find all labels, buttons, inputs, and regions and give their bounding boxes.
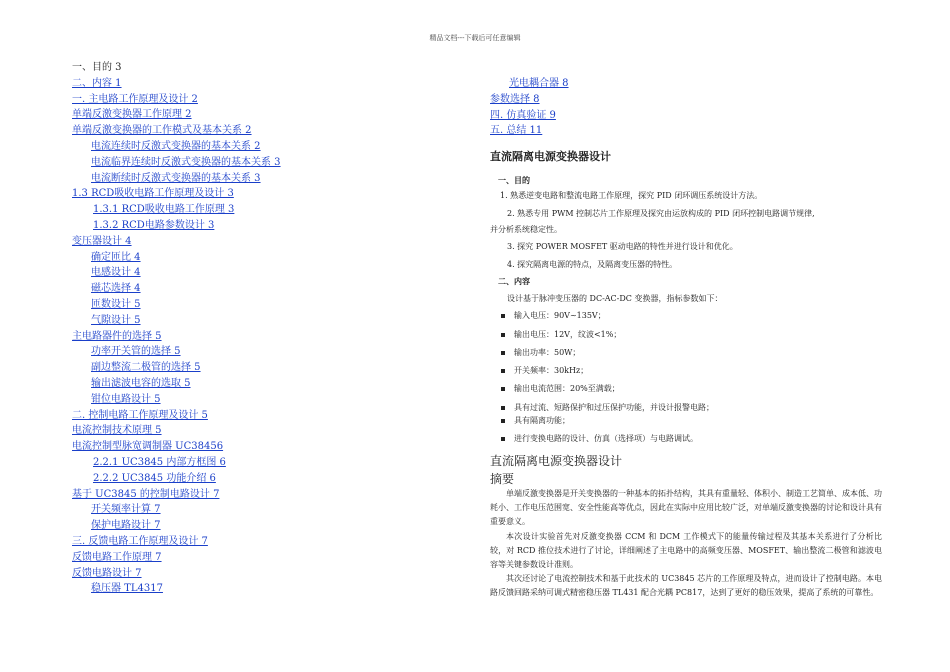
toc-entry[interactable] [72, 329, 402, 345]
toc-link[interactable]: 四. 仿真验证 9 [490, 109, 556, 121]
abstract-paragraph-1: 单端反激变换器是开关变换器的一种基本的拓扑结构，其具有重量轻、体积小、制造工艺简单、成本低、功耗小、工作电压范围宽、安全性能高等优点，因此在实际中应用比较广泛，对单端反激变换器的讨论和设计具有重要意义。 [490, 489, 882, 527]
toc-entry[interactable] [72, 218, 402, 234]
toc-entry[interactable] [72, 376, 402, 392]
toc-link[interactable]: 二. 控制电路工作原理及设计 5 [72, 409, 208, 421]
toc-entry[interactable] [72, 360, 402, 376]
toc-link[interactable]: 2.2.2 UC3845 功能介绍 6 [93, 472, 216, 484]
table-of-contents-left [72, 60, 402, 597]
toc-link[interactable]: 电流控制型脉宽调制器 UC38456 [72, 441, 224, 453]
document-title: 直流隔离电源变换器设计 [490, 150, 611, 163]
abstract-body [490, 487, 882, 601]
toc-link[interactable]: 确定匝比 4 [91, 251, 141, 263]
toc-link[interactable]: 五. 总结 11 [490, 125, 543, 137]
toc-link[interactable]: 磁芯选择 4 [91, 283, 141, 295]
toc-entry[interactable] [72, 502, 402, 518]
toc-link[interactable]: 功率开关管的选择 5 [91, 346, 181, 358]
toc-link[interactable]: 反馈电路工作原理 7 [72, 551, 162, 563]
toc-entry[interactable] [72, 423, 402, 439]
toc-entry[interactable] [72, 186, 402, 202]
toc-link[interactable]: 稳压器 TL4317 [91, 583, 163, 595]
spec-item: 输出电流范围：20%至满载； [501, 383, 620, 394]
toc-entry[interactable] [72, 250, 402, 266]
toc-entry[interactable] [490, 92, 690, 108]
section-objective-title: 一、目的 [498, 175, 530, 185]
spec-item: 具有过流、短路保护和过压保护功能，并设计报警电路； [501, 402, 714, 413]
bullet-square-icon [501, 406, 505, 410]
toc-link[interactable]: 1.3.1 RCD吸收电路工作原理 3 [93, 204, 235, 216]
toc-entry[interactable] [72, 455, 402, 471]
toc-link[interactable]: 基于 UC3845 的控制电路设计 7 [72, 488, 220, 500]
toc-link[interactable]: 1.3.2 RCD电路参数设计 3 [93, 219, 215, 231]
toc-entry[interactable] [72, 344, 402, 360]
objective-line-2b: 并分析系统稳定性。 [490, 225, 562, 234]
objective-line-1: 1. 熟悉逆变电路和整流电路工作原理，探究 PID 闭环调压系统设计方法。 [500, 191, 763, 200]
toc-entry[interactable] [72, 297, 402, 313]
toc-link[interactable]: 电流控制技术原理 5 [72, 425, 162, 437]
objective-line-2: 2. 熟悉专用 PWM 控制芯片工作原理及探究由运放构成的 PID 闭环控制电路调节规律, [507, 209, 815, 218]
toc-entry[interactable] [72, 518, 402, 534]
objective-line-3: 3. 探究 POWER MOSFET 驱动电路的特性并进行设计和优化。 [507, 242, 738, 251]
toc-link[interactable]: 变压器设计 4 [72, 235, 132, 247]
toc-entry[interactable] [72, 439, 402, 455]
objective-line-4: 4. 探究隔离电源的特点，及隔离变压器的特性。 [507, 260, 678, 269]
toc-link[interactable]: 气隙设计 5 [91, 314, 141, 326]
toc-label: 一、目的 3 [72, 62, 122, 73]
toc-entry[interactable] [72, 313, 402, 329]
toc-link[interactable]: 副边整流二极管的选择 5 [91, 362, 201, 374]
section-content-title: 二、内容 [498, 276, 530, 286]
toc-entry[interactable] [72, 392, 402, 408]
toc-entry[interactable] [72, 171, 402, 187]
toc-link[interactable]: 电感设计 4 [91, 267, 141, 279]
toc-link[interactable]: 三. 反馈电路工作原理及设计 7 [72, 535, 208, 547]
toc-entry[interactable] [72, 566, 402, 582]
toc-link[interactable]: 电流临界连续时反激式变换器的基本关系 3 [91, 156, 281, 168]
toc-link[interactable]: 单端反激变换器工作原理 2 [72, 109, 192, 121]
spec-item: 输入电压：90V~135V； [501, 310, 606, 321]
spec-item: 开关频率：30kHz； [501, 365, 588, 376]
abstract-paragraph-2: 本次设计实验首先对反激变换器 CCM 和 DCM 工作模式下的能量传输过程及其基本关系进行了分析比较，对 RCD 推位技术进行了讨论，详细阐述了主电路中的高频变压器、MOSFET、输出整流二极管和滤波电容等关键参数设计准则。 [490, 531, 882, 570]
toc-entry[interactable] [72, 155, 402, 171]
spec-item: 进行变换电路的设计、仿真（选择项）与电路调试。 [501, 433, 698, 444]
toc-entry[interactable] [72, 265, 402, 281]
toc-entry[interactable] [72, 408, 402, 424]
toc-entry[interactable] [72, 123, 402, 139]
toc-link[interactable]: 2.2.1 UC3845 内部方框图 6 [93, 456, 226, 468]
bullet-square-icon [501, 314, 505, 318]
spec-item: 输出电压：12V，纹波<1%； [501, 329, 621, 340]
bullet-square-icon [501, 351, 505, 355]
toc-entry[interactable] [72, 202, 402, 218]
spec-item: 具有隔离功能； [501, 415, 570, 426]
toc-entry[interactable] [490, 108, 690, 124]
bullet-square-icon [501, 419, 505, 423]
content-intro: 设计基于脉冲变压器的 DC-AC-DC 变换器，指标参数如下： [507, 294, 723, 303]
abstract-paragraph-3: 其次还讨论了电流控制技术和基于此技术的 UC3845 芯片的工作原理及特点，进而设计了控制电路。本电路反馈回路采纳可调式精密稳压器 TL431 配合光耦 PC817，达到了更好的稳压效果，提高了系统的可靠性。 [490, 574, 882, 598]
bullet-square-icon [501, 333, 505, 337]
toc-link[interactable]: 二、内容 1 [72, 77, 122, 89]
toc-entry[interactable] [72, 581, 402, 597]
toc-link[interactable]: 匝数设计 5 [91, 298, 141, 310]
toc-link[interactable]: 参数选择 8 [490, 93, 540, 105]
toc-entry[interactable] [72, 471, 402, 487]
toc-link[interactable]: 电流断续时反激式变换器的基本关系 3 [91, 172, 261, 184]
toc-entry[interactable] [490, 123, 690, 139]
toc-entry[interactable] [72, 534, 402, 550]
toc-link[interactable]: 保护电路设计 7 [91, 520, 161, 532]
toc-link[interactable]: 一. 主电路工作原理及设计 2 [72, 93, 198, 105]
bullet-square-icon [501, 369, 505, 373]
toc-link[interactable]: 光电耦合器 8 [509, 78, 569, 89]
toc-link[interactable]: 单端反激变换器的工作模式及基本关系 2 [72, 125, 252, 137]
bullet-square-icon [501, 437, 505, 441]
toc-entry[interactable] [72, 487, 402, 503]
toc-entry[interactable] [490, 76, 690, 92]
toc-entry [72, 60, 402, 76]
table-of-contents-right [490, 76, 690, 139]
toc-entry[interactable] [72, 234, 402, 250]
toc-entry[interactable] [72, 550, 402, 566]
toc-link[interactable]: 主电路器件的选择 5 [72, 330, 162, 342]
toc-link[interactable]: 钳位电路设计 5 [91, 393, 161, 405]
spec-item: 输出功率：50W； [501, 347, 580, 358]
abstract-label: 摘要 [490, 472, 515, 486]
toc-entry[interactable] [72, 281, 402, 297]
toc-entry[interactable] [72, 139, 402, 155]
toc-link[interactable]: 反馈电路设计 7 [72, 567, 142, 579]
abstract-title: 直流隔离电源变换器设计 [490, 454, 623, 468]
toc-entry[interactable] [72, 92, 402, 108]
bullet-square-icon [501, 387, 505, 391]
toc-entry[interactable] [72, 107, 402, 123]
toc-link[interactable]: 1.3 RCD吸收电路工作原理及设计 3 [72, 188, 234, 200]
toc-link[interactable]: 输出滤波电容的选取 5 [91, 377, 191, 389]
toc-link[interactable]: 开关频率计算 7 [91, 504, 161, 516]
toc-link[interactable]: 电流连续时反激式变换器的基本关系 2 [91, 140, 261, 152]
toc-entry[interactable] [72, 76, 402, 92]
page-header: 精品文档---下载后可任意编辑 [429, 34, 521, 42]
